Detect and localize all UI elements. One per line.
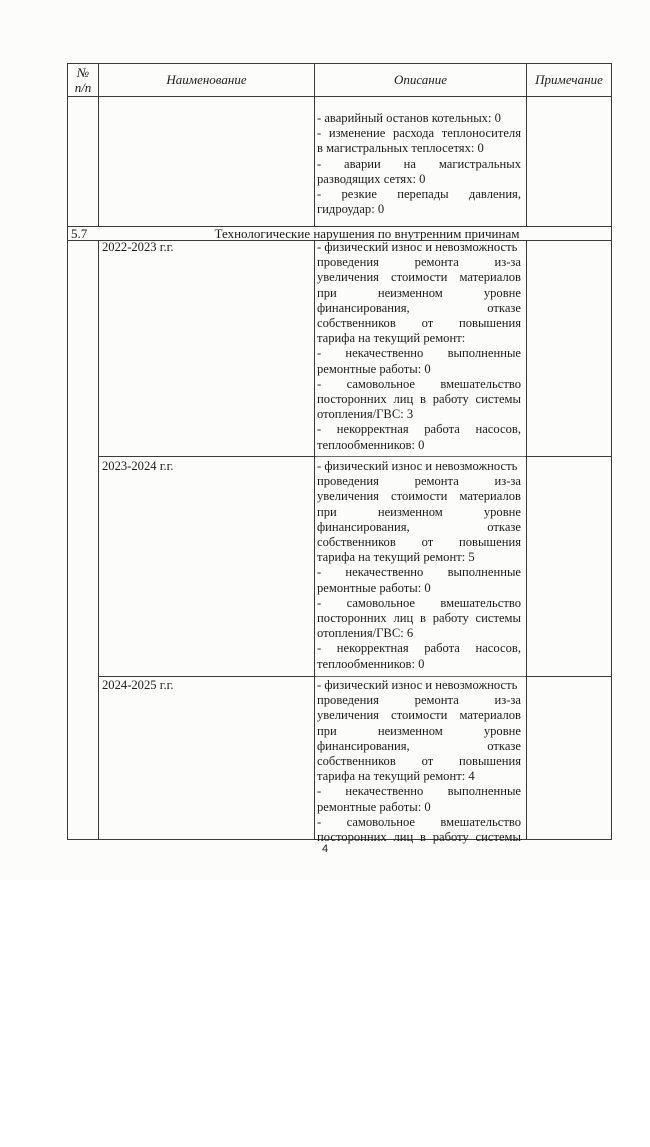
desc-line: финансирования, отказе xyxy=(317,519,521,534)
desc-line: проведения ремонта из-за xyxy=(317,693,521,708)
desc-line: - некорректная работа насосов, xyxy=(317,641,521,656)
desc-line: посторонних лиц в работу системы xyxy=(317,611,521,626)
desc-line: отопления/ГВС: 6 xyxy=(317,626,414,641)
desc-line: гидроудар: 0 xyxy=(317,202,385,217)
col-rule-1-bottom xyxy=(98,240,99,839)
desc-line: посторонних лиц в работу системы xyxy=(317,392,521,407)
desc-line: ремонтные работы: 0 xyxy=(317,361,431,376)
desc-line: увеличения стоимости материалов xyxy=(317,489,521,504)
desc-line: тарифа на текущий ремонт: 5 xyxy=(317,550,475,565)
table-border-top xyxy=(67,63,612,64)
desc-line: - физический износ и невозможность xyxy=(317,678,518,692)
header-num-pp: п/п xyxy=(74,80,92,95)
continuation-description xyxy=(317,111,521,217)
desc-line: отопления/ГВС: 3 xyxy=(317,407,414,422)
header-name: Наименование xyxy=(166,72,247,87)
col-rule-3-bottom xyxy=(526,240,527,839)
desc-line: увеличения стоимости материалов xyxy=(317,270,521,285)
desc-line: при неизменном уровне xyxy=(317,504,521,519)
desc-line: - самовольное вмешательство xyxy=(317,376,521,391)
desc-line: при неизменном уровне xyxy=(317,723,521,738)
desc-line: - самовольное вмешательство xyxy=(317,814,521,829)
desc-line: увеличения стоимости материалов xyxy=(317,708,521,723)
col-rule-2-bottom xyxy=(314,240,315,839)
desc-line: тарифа на текущий ремонт: 4 xyxy=(317,769,475,784)
desc-line: теплообменников: 0 xyxy=(317,656,425,671)
desc-line: финансирования, отказе xyxy=(317,300,521,315)
desc-line: тарифа на текущий ремонт: xyxy=(317,331,466,346)
desc-line: - некорректная работа насосов, xyxy=(317,422,521,437)
desc-line: - некачественно выполненные xyxy=(317,784,521,799)
period-2022-2023: 2022-2023 г.г. xyxy=(102,240,174,254)
row-1-description xyxy=(317,240,521,453)
desc-line: - некачественно выполненные xyxy=(317,565,521,580)
section-title: Технологические нарушения по внутренним причинам xyxy=(214,226,520,241)
desc-underline-2 xyxy=(316,676,525,677)
header-note: Примечание xyxy=(535,72,603,87)
report-table xyxy=(67,63,612,845)
desc-line: - самовольное вмешательство xyxy=(317,595,521,610)
desc-line: - изменение расхода теплоносителя xyxy=(317,126,521,141)
desc-line: собственников от повышения xyxy=(317,754,521,769)
col-rule-3-top xyxy=(526,63,527,226)
header-description: Описание xyxy=(393,72,448,87)
desc-line: проведения ремонта из-за xyxy=(317,474,521,489)
desc-line: - резкие перепады давления, xyxy=(317,187,521,202)
col-rule-2-top xyxy=(314,63,315,226)
desc-line: разводящих сетях: 0 xyxy=(317,171,426,186)
desc-line: посторонних лиц в работу системы xyxy=(317,830,521,845)
header-num xyxy=(68,65,98,95)
desc-line: - аварийный останов котельных: 0 xyxy=(317,111,501,125)
desc-line: - некачественно выполненные xyxy=(317,346,521,361)
section-number: 5.7 xyxy=(71,226,88,241)
desc-line: проведения ремонта из-за xyxy=(317,255,521,270)
desc-underline-1 xyxy=(316,456,525,457)
desc-line: - физический износ и невозможность xyxy=(317,459,518,473)
row-3-description xyxy=(317,678,521,845)
desc-line: теплообменников: 0 xyxy=(317,437,425,452)
scan-lower-margin xyxy=(0,880,650,1147)
desc-line: - аварии на магистральных xyxy=(317,156,521,171)
table-border-left xyxy=(67,63,68,839)
desc-line: собственников от повышения xyxy=(317,316,521,331)
desc-line: в магистральных теплосетях: 0 xyxy=(317,141,484,156)
desc-line: ремонтные работы: 0 xyxy=(317,799,431,814)
period-2023-2024: 2023-2024 г.г. xyxy=(102,459,174,473)
desc-line: финансирования, отказе xyxy=(317,738,521,753)
desc-line: собственников от повышения xyxy=(317,535,521,550)
header-rule xyxy=(67,96,612,97)
row-2-description xyxy=(317,459,521,672)
period-2024-2025: 2024-2025 г.г. xyxy=(102,678,174,692)
desc-line: ремонтные работы: 0 xyxy=(317,580,431,595)
desc-line: при неизменном уровне xyxy=(317,285,521,300)
table-border-right xyxy=(611,63,612,839)
desc-line: - физический износ и невозможность xyxy=(317,240,518,254)
page-number: 4 xyxy=(321,843,329,855)
header-num-sign: № xyxy=(76,65,90,80)
col-rule-1-top xyxy=(98,63,99,226)
